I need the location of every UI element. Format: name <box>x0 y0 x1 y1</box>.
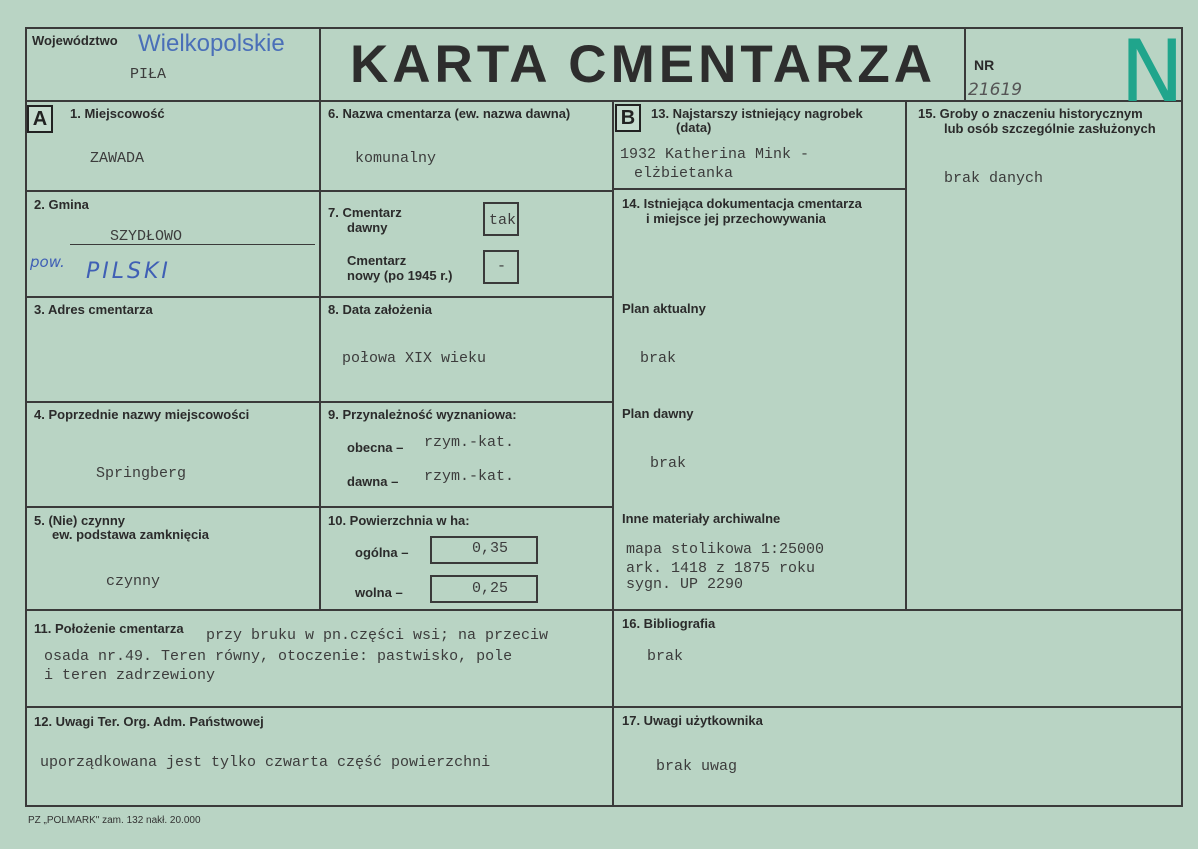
wojewodztwo-label: Województwo <box>32 33 118 48</box>
dokumentacja-label-1: 14. Istniejąca dokumentacja cmentarza <box>622 196 862 211</box>
section-a-marker: A <box>27 105 53 133</box>
wolna-label: wolna – <box>355 585 403 600</box>
inne-materialy-label: Inne materiały archiwalne <box>622 511 781 526</box>
cmentarz-nowy-label-2: nowy (po 1945 r.) <box>347 268 453 283</box>
uwagi-ter-value: uporządkowana jest tylko czwarta część powierzchni <box>40 754 491 771</box>
ogolna-value: 0,35 <box>472 540 509 557</box>
miejscowosc-value: ZAWADA <box>90 150 145 167</box>
polozenie-label: 11. Położenie cmentarza <box>34 621 184 636</box>
col-divider <box>612 100 614 806</box>
wojewodztwo-value: PIŁA <box>130 66 167 83</box>
czynny-label-1: 5. (Nie) czynny <box>34 513 126 528</box>
inne-materialy-line-1: mapa stolikowa 1:25000 <box>626 541 825 558</box>
nazwa-cmentarza-label: 6. Nazwa cmentarza (ew. nazwa dawna) <box>328 106 571 121</box>
groby-value: brak danych <box>944 170 1044 187</box>
nr-value: 21619 <box>968 80 1023 100</box>
row-divider <box>612 188 905 190</box>
gmina-underline <box>70 244 315 245</box>
plan-dawny-value: brak <box>650 455 687 472</box>
wolna-value: 0,25 <box>472 580 509 597</box>
nagrobek-line-2: elżbietanka <box>634 165 734 182</box>
groby-label-1: 15. Groby o znaczeniu historycznym <box>918 106 1143 121</box>
row-divider <box>25 609 1183 611</box>
cmentarz-dawny-value: tak <box>489 212 517 229</box>
col-divider <box>319 27 321 609</box>
powiat-value: PILSKI <box>86 259 171 284</box>
poprzednie-nazwy-value: Springberg <box>96 465 187 482</box>
row-divider <box>319 190 612 192</box>
card-title: KARTA CMENTARZA <box>350 35 936 94</box>
nagrobek-label-1: 13. Najstarszy istniejący nagrobek <box>651 106 863 121</box>
data-zalozenia-label: 8. Data założenia <box>328 302 433 317</box>
cmentarz-nowy-label-1: Cmentarz <box>347 253 407 268</box>
nr-letter: N <box>1120 22 1185 122</box>
uwagi-uzytkownika-label: 17. Uwagi użytkownika <box>622 713 763 728</box>
powiat-prefix: pow. <box>30 253 65 271</box>
section-b-marker: B <box>615 104 641 132</box>
nr-label: NR <box>974 57 995 73</box>
miejscowosc-label: 1. Miejscowość <box>70 106 165 121</box>
nr-divider <box>964 27 966 100</box>
col-divider <box>905 100 907 609</box>
obecna-label: obecna – <box>347 440 404 455</box>
czynny-value: czynny <box>106 573 161 590</box>
wojewodztwo-stamp: Wielkopolskie <box>138 30 285 57</box>
przynaleznosc-label: 9. Przynależność wyznaniowa: <box>328 407 517 422</box>
obecna-value: rzym.-kat. <box>424 434 515 451</box>
poprzednie-nazwy-label: 4. Poprzednie nazwy miejscowości <box>34 407 250 422</box>
bibliografia-label: 16. Bibliografia <box>622 616 716 631</box>
nagrobek-label-2: (data) <box>676 120 712 135</box>
powierzchnia-label: 10. Powierzchnia w ha: <box>328 513 470 528</box>
plan-dawny-label: Plan dawny <box>622 406 694 421</box>
nagrobek-line-1: 1932 Katherina Mink - <box>620 146 810 163</box>
cmentarz-dawny-label-2: dawny <box>347 220 388 235</box>
row-divider <box>25 706 1183 708</box>
dokumentacja-label-2: i miejsce jej przechowywania <box>646 211 826 226</box>
gmina-label: 2. Gmina <box>34 197 89 212</box>
uwagi-ter-label: 12. Uwagi Ter. Org. Adm. Państwowej <box>34 714 264 729</box>
dawna-value: rzym.-kat. <box>424 468 515 485</box>
inne-materialy-line-2: ark. 1418 z 1875 roku <box>626 560 816 577</box>
uwagi-uzytkownika-value: brak uwag <box>656 758 738 775</box>
data-zalozenia-value: połowa XIX wieku <box>342 350 487 367</box>
nazwa-cmentarza-value: komunalny <box>355 150 437 167</box>
plan-aktualny-value: brak <box>640 350 677 367</box>
cmentarz-nowy-value: - <box>497 258 507 275</box>
cmentarz-dawny-label-1: 7. Cmentarz <box>328 205 402 220</box>
inne-materialy-line-3: sygn. UP 2290 <box>626 576 744 593</box>
polozenie-line-3: i teren zadrzewiony <box>44 667 216 684</box>
plan-aktualny-label: Plan aktualny <box>622 301 706 316</box>
printer-imprint: PZ „POLMARK" zam. 132 nakł. 20.000 <box>28 815 201 826</box>
dawna-label: dawna – <box>347 474 399 489</box>
row-divider <box>25 190 320 192</box>
polozenie-line-2: osada nr.49. Teren równy, otoczenie: pastwisko, pole <box>44 648 513 665</box>
gmina-value: SZYDŁOWO <box>110 228 183 245</box>
ogolna-label: ogólna – <box>355 545 409 560</box>
adres-label: 3. Adres cmentarza <box>34 302 153 317</box>
header-divider <box>25 100 1183 102</box>
czynny-label-2: ew. podstawa zamknięcia <box>52 527 210 542</box>
bibliografia-value: brak <box>647 648 684 665</box>
polozenie-line-1: przy bruku w pn.części wsi; na przeciw <box>206 627 549 644</box>
groby-label-2: lub osób szczególnie zasłużonych <box>944 121 1156 136</box>
